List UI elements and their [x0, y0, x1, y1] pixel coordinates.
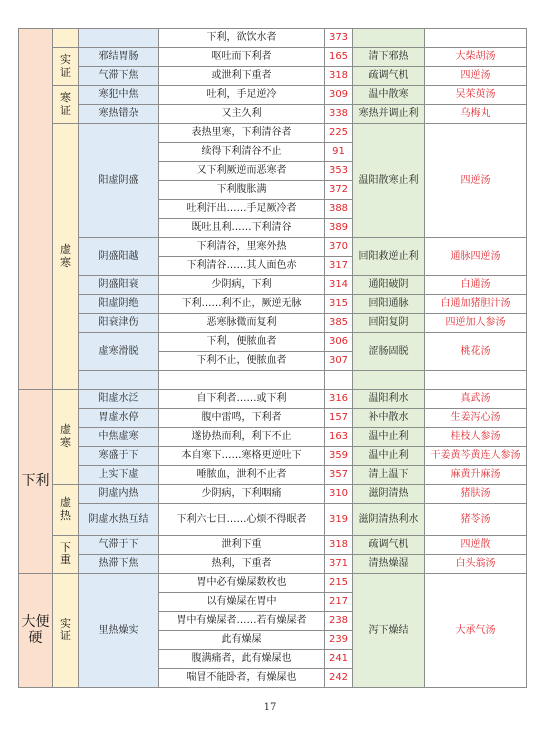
- table-row: [19, 276, 527, 295]
- treatment-cell: 补中散水: [353, 409, 425, 428]
- formula-cell: 真武汤: [425, 390, 527, 409]
- pattern-cell: 里热燥实: [79, 573, 159, 687]
- clause-cell: [159, 371, 325, 390]
- pattern-cell: 阴虚水热互结: [79, 504, 159, 536]
- treatment-cell: 温阳利水: [353, 390, 425, 409]
- clause-cell: 下利六七日……心烦不得眠者: [159, 504, 325, 536]
- clause-cell: 自下利者……或下利: [159, 390, 325, 409]
- formula-cell: 四逆加人参汤: [425, 314, 527, 333]
- category-cell: 虚寒: [53, 390, 79, 485]
- formula-cell: 桃花汤: [425, 333, 527, 371]
- formula-cell: 吴茱萸汤: [425, 86, 527, 105]
- category-cell: 实证: [53, 573, 79, 687]
- clause-cell: 少阴病，下利: [159, 276, 325, 295]
- table-row: [19, 428, 527, 447]
- table-row: [19, 485, 527, 504]
- clause-cell: 下利……利不止，厥逆无脉: [159, 295, 325, 314]
- pattern-cell: 阳虚阴绝: [79, 295, 159, 314]
- pattern-cell: [79, 29, 159, 48]
- treatment-cell: 回阳通脉: [353, 295, 425, 314]
- clause-cell: 又主久利: [159, 105, 325, 124]
- clause-number-cell: 309: [325, 86, 353, 105]
- treatment-cell: 疏调气机: [353, 535, 425, 554]
- clause-number-cell: 372: [325, 181, 353, 200]
- category-cell: 虚寒: [53, 124, 79, 390]
- clause-cell: 下利，便脓血者: [159, 333, 325, 352]
- formula-cell: 四逆汤: [425, 124, 527, 238]
- formula-cell: 桂枝人参汤: [425, 428, 527, 447]
- category-cell: 下重: [53, 535, 79, 573]
- clause-cell: 下利腹胀满: [159, 181, 325, 200]
- formula-cell: 猪苓汤: [425, 504, 527, 536]
- clause-cell: 呕吐而下利者: [159, 48, 325, 67]
- table-row: [19, 535, 527, 554]
- clause-number-cell: 389: [325, 219, 353, 238]
- formula-cell: 通脉四逆汤: [425, 238, 527, 276]
- clause-cell: 本自寒下……寒格更逆吐下: [159, 447, 325, 466]
- clause-number-cell: 157: [325, 409, 353, 428]
- category-cell: 实证: [53, 48, 79, 86]
- formula-cell: [425, 371, 527, 390]
- clause-cell: 泄利下重: [159, 535, 325, 554]
- table-row: [19, 466, 527, 485]
- table-row: [19, 371, 527, 390]
- clause-number-cell: 215: [325, 573, 353, 592]
- table-row: [19, 390, 527, 409]
- table-row: [19, 295, 527, 314]
- pattern-cell: 邪结胃肠: [79, 48, 159, 67]
- clause-number-cell: 315: [325, 295, 353, 314]
- formula-cell: 四逆汤: [425, 67, 527, 86]
- pattern-cell: 寒热错杂: [79, 105, 159, 124]
- clause-cell: 喘冒不能卧者，有燥屎也: [159, 668, 325, 687]
- clause-number-cell: 307: [325, 352, 353, 371]
- clause-number-cell: 318: [325, 67, 353, 86]
- treatment-cell: 温中止利: [353, 447, 425, 466]
- pattern-cell: 气滞下焦: [79, 67, 159, 86]
- clause-cell: 腹中雷鸣，下利者: [159, 409, 325, 428]
- treatment-cell: 涩肠固脱: [353, 333, 425, 371]
- pattern-cell: [79, 371, 159, 390]
- symptom-cell: 下利: [19, 390, 53, 574]
- clause-number-cell: 165: [325, 48, 353, 67]
- table-row: [19, 504, 527, 536]
- clause-cell: 唾脓血，泄利不止者: [159, 466, 325, 485]
- clause-number-cell: 310: [325, 485, 353, 504]
- clause-cell: 吐利汗出……手足厥冷者: [159, 200, 325, 219]
- clause-number-cell: 317: [325, 257, 353, 276]
- clause-cell: 以有燥屎在胃中: [159, 592, 325, 611]
- symptom-cell: 大便硬: [19, 573, 53, 687]
- pattern-cell: 阳虚阴盛: [79, 124, 159, 238]
- treatment-cell: 滋阴清热利水: [353, 504, 425, 536]
- clause-cell: 少阴病，下利咽痛: [159, 485, 325, 504]
- clause-cell: 腹满痛者，此有燥屎也: [159, 649, 325, 668]
- treatment-cell: 温中散寒: [353, 86, 425, 105]
- clause-number-cell: 353: [325, 162, 353, 181]
- clause-cell: 胃中有燥屎者……若有燥屎者: [159, 611, 325, 630]
- pattern-cell: 阴虚内热: [79, 485, 159, 504]
- clause-number-cell: 242: [325, 668, 353, 687]
- pattern-cell: 上实下虚: [79, 466, 159, 485]
- treatment-cell: 寒热并调止利: [353, 105, 425, 124]
- clause-cell: 吐利，手足逆冷: [159, 86, 325, 105]
- clause-number-cell: 370: [325, 238, 353, 257]
- treatment-cell: 泻下燥结: [353, 573, 425, 687]
- formula-cell: 麻黄升麻汤: [425, 466, 527, 485]
- symptom-cell: [19, 29, 53, 390]
- clause-number-cell: 225: [325, 124, 353, 143]
- treatment-cell: 温阳散寒止利: [353, 124, 425, 238]
- formula-cell: 白通加猪胆汁汤: [425, 295, 527, 314]
- treatment-cell: 温中止利: [353, 428, 425, 447]
- pattern-cell: 阴盛阳越: [79, 238, 159, 276]
- table-row: [19, 447, 527, 466]
- pattern-cell: 阳衰津伤: [79, 314, 159, 333]
- treatment-cell: 滋阴清热: [353, 485, 425, 504]
- treatment-cell: 回阳复阴: [353, 314, 425, 333]
- treatment-cell: [353, 29, 425, 48]
- pattern-cell: 寒盛于下: [79, 447, 159, 466]
- table-row: [19, 29, 527, 48]
- clause-number-cell: 359: [325, 447, 353, 466]
- formula-cell: 生姜泻心汤: [425, 409, 527, 428]
- treatment-cell: 通阳破阴: [353, 276, 425, 295]
- clause-number-cell: 238: [325, 611, 353, 630]
- treatment-cell: 回阳救逆止利: [353, 238, 425, 276]
- treatment-cell: [353, 371, 425, 390]
- formula-cell: 干姜黄芩黄连人参汤: [425, 447, 527, 466]
- clause-cell: 下利，欲饮水者: [159, 29, 325, 48]
- pattern-cell: 虚寒滑脱: [79, 333, 159, 371]
- clause-cell: 恶寒脉微而复利: [159, 314, 325, 333]
- formula-cell: 乌梅丸: [425, 105, 527, 124]
- clause-cell: 遂协热而利，利下不止: [159, 428, 325, 447]
- clause-cell: 胃中必有燥屎数枚也: [159, 573, 325, 592]
- clause-number-cell: [325, 371, 353, 390]
- table-row: [19, 67, 527, 86]
- clause-number-cell: 388: [325, 200, 353, 219]
- clause-number-cell: 91: [325, 143, 353, 162]
- category-cell: [53, 29, 79, 48]
- table-row: [19, 124, 527, 143]
- clause-number-cell: 385: [325, 314, 353, 333]
- clause-cell: 或泄利下重者: [159, 67, 325, 86]
- pattern-cell: 气滞于下: [79, 535, 159, 554]
- formula-cell: 四逆散: [425, 535, 527, 554]
- formula-cell: [425, 29, 527, 48]
- clause-number-cell: 239: [325, 630, 353, 649]
- formula-cell: 白头翁汤: [425, 554, 527, 573]
- table-row: [19, 105, 527, 124]
- pattern-cell: 胃虚水停: [79, 409, 159, 428]
- table-row: [19, 238, 527, 257]
- clause-number-cell: 241: [325, 649, 353, 668]
- clause-cell: 既吐且利……下利清谷: [159, 219, 325, 238]
- table-row: [19, 48, 527, 67]
- clause-number-cell: 373: [325, 29, 353, 48]
- clause-cell: 下利清谷……其人面色赤: [159, 257, 325, 276]
- pattern-cell: 寒犯中焦: [79, 86, 159, 105]
- herb-formula-table: [18, 28, 527, 688]
- table-row: [19, 554, 527, 573]
- clause-number-cell: 318: [325, 535, 353, 554]
- pattern-cell: 中焦虚寒: [79, 428, 159, 447]
- category-cell: 虚热: [53, 485, 79, 536]
- clause-cell: 续得下利清谷不止: [159, 143, 325, 162]
- clause-number-cell: 316: [325, 390, 353, 409]
- clause-number-cell: 371: [325, 554, 353, 573]
- table-row: [19, 333, 527, 352]
- clause-number-cell: 217: [325, 592, 353, 611]
- table-row: [19, 86, 527, 105]
- clause-cell: 热利，下重者: [159, 554, 325, 573]
- treatment-cell: 清下邪热: [353, 48, 425, 67]
- clause-cell: 下利清谷，里寒外热: [159, 238, 325, 257]
- clause-cell: 下利不止，便脓血者: [159, 352, 325, 371]
- pattern-cell: 阳虚水泛: [79, 390, 159, 409]
- formula-cell: 大柴胡汤: [425, 48, 527, 67]
- pattern-cell: 阴盛阳衰: [79, 276, 159, 295]
- clause-cell: 表热里寒，下利清谷者: [159, 124, 325, 143]
- clause-number-cell: 357: [325, 466, 353, 485]
- clause-number-cell: 163: [325, 428, 353, 447]
- formula-cell: 猪肤汤: [425, 485, 527, 504]
- clause-number-cell: 306: [325, 333, 353, 352]
- table-row: [19, 409, 527, 428]
- page-number: 17: [263, 702, 277, 713]
- clause-cell: 此有燥屎: [159, 630, 325, 649]
- clause-number-cell: 338: [325, 105, 353, 124]
- table-row: [19, 314, 527, 333]
- pattern-cell: 热滞下焦: [79, 554, 159, 573]
- formula-cell: 大承气汤: [425, 573, 527, 687]
- clause-number-cell: 319: [325, 504, 353, 536]
- clause-cell: 又下利厥逆而恶寒者: [159, 162, 325, 181]
- clause-number-cell: 314: [325, 276, 353, 295]
- treatment-cell: 疏调气机: [353, 67, 425, 86]
- category-cell: 寒证: [53, 86, 79, 124]
- treatment-cell: 清热燥湿: [353, 554, 425, 573]
- formula-cell: 白通汤: [425, 276, 527, 295]
- table-row: [19, 573, 527, 592]
- treatment-cell: 清上温下: [353, 466, 425, 485]
